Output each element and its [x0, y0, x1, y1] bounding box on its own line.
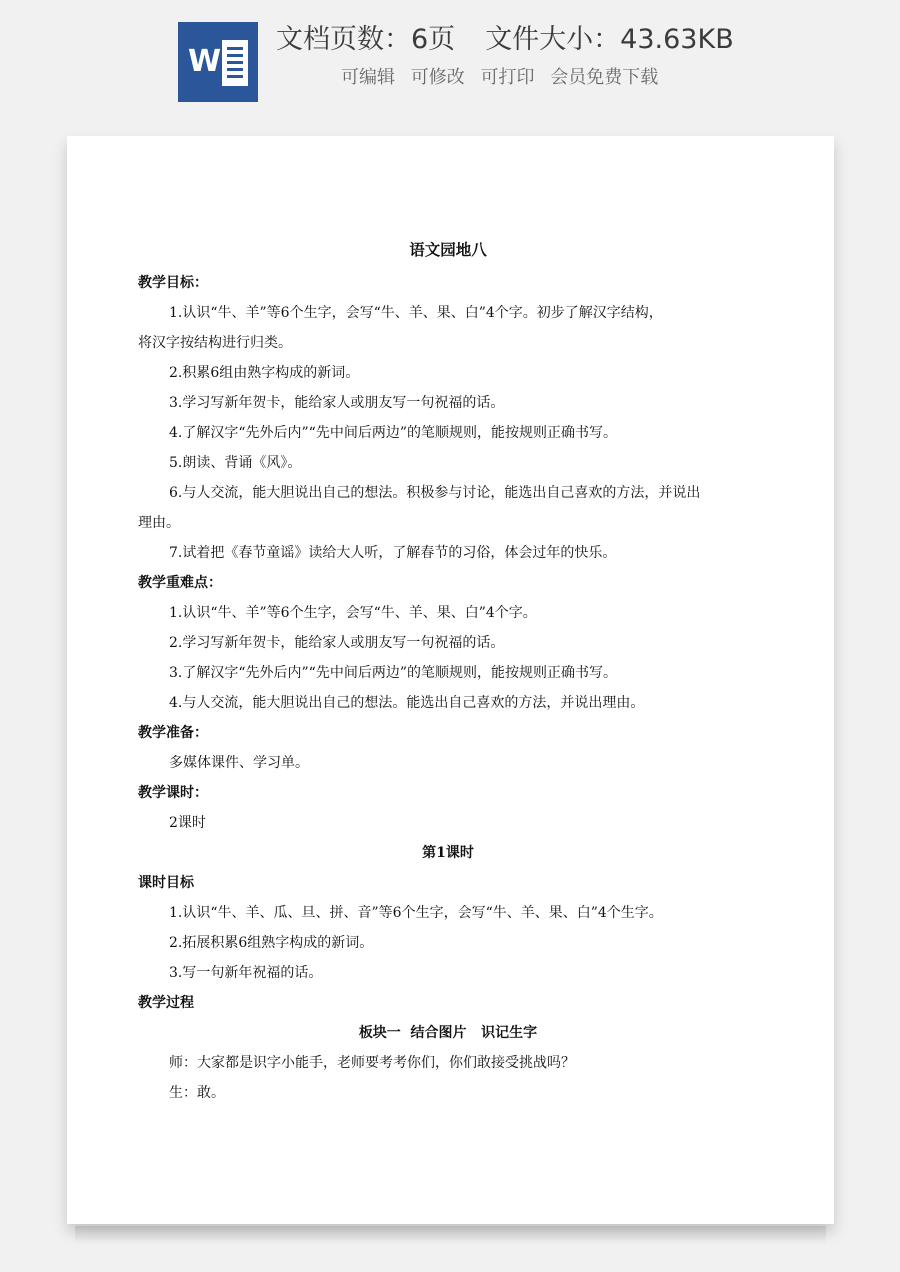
feature-list — [341, 64, 668, 92]
goal-item: 7.试着把《春节童谣》读给大人听，了解春节的习俗，体会过年的快乐。 — [169, 545, 617, 561]
word-icon-lines — [222, 40, 248, 86]
download-banner — [0, 0, 900, 120]
feature-free-download: 会员免费下载 — [550, 67, 659, 88]
prep-text: 多媒体课件、学习单。 — [169, 755, 309, 771]
goal-item: 3.学习写新年贺卡，能给家人或朋友写一句祝福的话。 — [169, 395, 505, 411]
lesson-goal-item: 1.认识“牛、羊、瓜、旦、拼、音”等6个生字，会写“牛、羊、果、白”4个生字。 — [169, 905, 663, 921]
file-size: 文件大小：43.63KB — [485, 24, 734, 55]
goal-item: 6.与人交流，能大胆说出自己的想法。积极参与讨论，能选出自己喜欢的方法，并说出 — [169, 485, 701, 501]
file-meta — [276, 22, 734, 58]
lesson-title: 第1课时 — [422, 845, 474, 861]
hours-text: 2课时 — [169, 815, 206, 831]
key-point-item: 3.了解汉字“先外后内”“先中间后两边”的笔顺规则，能按规则正确书写。 — [169, 665, 617, 681]
goal-item: 5.朗读、背诵《风》。 — [169, 455, 302, 471]
paper-shadow — [75, 1226, 826, 1244]
document-body — [138, 232, 758, 1108]
dialogue-line: 生：敢。 — [169, 1085, 225, 1101]
key-point-item: 4.与人交流，能大胆说出自己的想法。能选出自己喜欢的方法，并说出理由。 — [169, 695, 645, 711]
key-point-item: 2.学习写新年贺卡，能给家人或朋友写一句祝福的话。 — [169, 635, 505, 651]
key-points-heading: 教学重难点： — [138, 575, 222, 591]
feature-printable: 可打印 — [480, 67, 535, 88]
dialogue-line: 师：大家都是识字小能手，老师要考考你们，你们敢接受挑战吗？ — [169, 1055, 575, 1071]
document-title: 语文园地八 — [409, 240, 487, 259]
word-document-icon — [178, 22, 258, 102]
goal-item: 1.认识“牛、羊”等6个生字，会写“牛、羊、果、白”4个字。初步了解汉字结构， — [169, 305, 663, 321]
goal-item-continued: 将汉字按结构进行归类。 — [138, 335, 292, 351]
feature-modifiable: 可修改 — [410, 67, 465, 88]
lesson-goals-heading: 课时目标 — [138, 875, 194, 891]
lesson-goal-item: 3.写一句新年祝福的话。 — [169, 965, 323, 981]
process-heading: 教学过程 — [138, 995, 194, 1011]
key-point-item: 1.认识“牛、羊”等6个生字，会写“牛、羊、果、白”4个字。 — [169, 605, 537, 621]
page-count: 文档页数：6页 — [276, 24, 456, 55]
goal-item: 2.积累6组由熟字构成的新词。 — [169, 365, 360, 381]
feature-editable: 可编辑 — [341, 67, 395, 88]
hours-heading: 教学课时： — [138, 785, 208, 801]
lesson-goal-item: 2.拓展积累6组熟字构成的新词。 — [169, 935, 374, 951]
block-title: 板块一 结合图片 识记生字 — [358, 1025, 538, 1041]
document-page — [67, 136, 834, 1224]
goal-item: 4.了解汉字“先外后内”“先中间后两边”的笔顺规则，能按规则正确书写。 — [169, 425, 617, 441]
prep-heading: 教学准备： — [138, 725, 208, 741]
goals-heading: 教学目标： — [138, 275, 208, 291]
goal-item-continued: 理由。 — [138, 515, 180, 531]
word-icon-letter: W — [188, 44, 222, 79]
